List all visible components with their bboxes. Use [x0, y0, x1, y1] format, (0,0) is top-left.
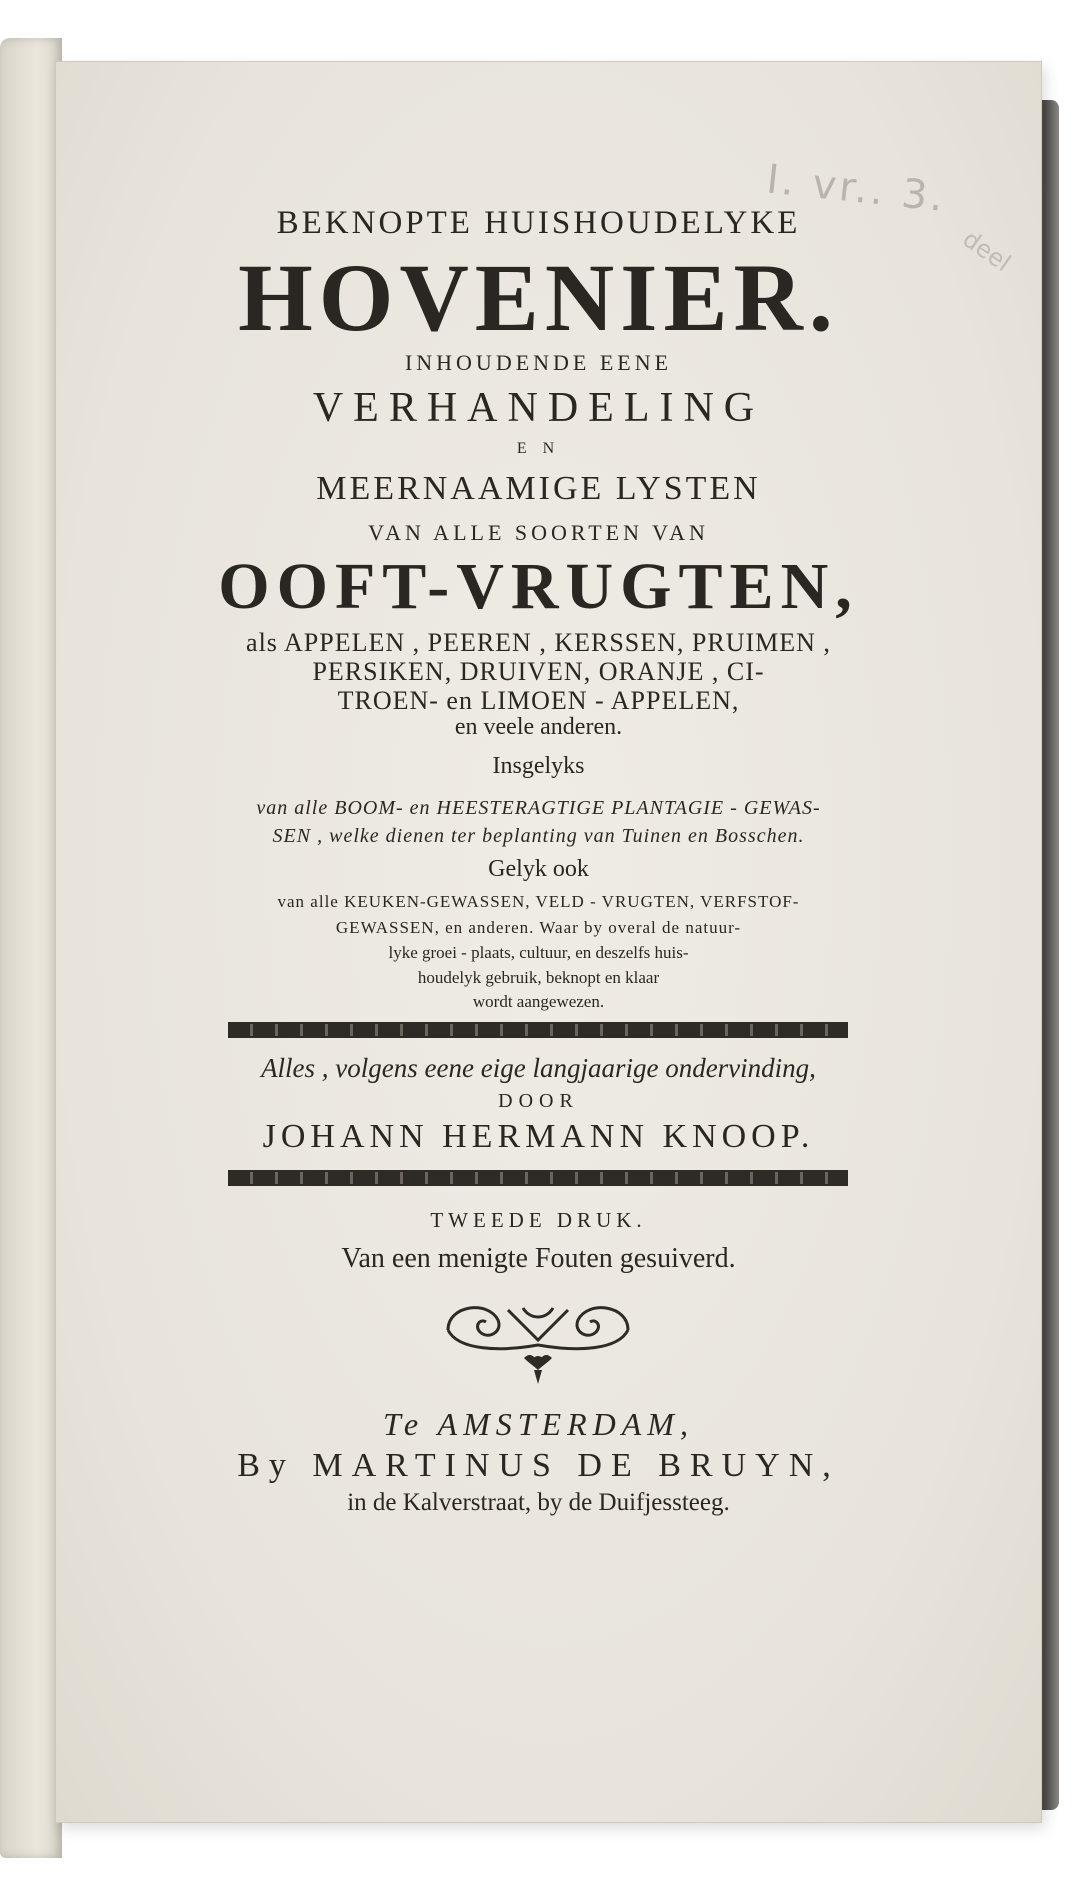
text-line: SEN , welke dienen ter beplanting van Tuinen en Bosschen. — [272, 825, 805, 847]
pencil-annotation: I. vr.. 3. — [764, 156, 949, 222]
text-line: lyke groei - plaats, cultuur, en deszelfs huis- — [388, 943, 689, 962]
text-line: als APPELEN , PEEREN , KERSSEN, PRUIMEN , — [246, 628, 831, 657]
subtitle-line: BEKNOPTE HUISHOUDELYKE — [276, 205, 801, 241]
text-line: TROEN- en LIMOEN - APPELEN, — [337, 686, 740, 715]
decorative-rule — [228, 1022, 848, 1038]
text-line: van alle BOOM- en HEESTERAGTIGE PLANTAGIE - GEWAS- — [256, 797, 821, 819]
text-line: VAN ALLE SOORTEN VAN — [368, 520, 709, 545]
imprint-address: in de Kalverstraat, by de Duifjessteeg. — [347, 1489, 730, 1516]
text-line: PERSIKEN, DRUIVEN, ORANJE , CI- — [312, 657, 765, 686]
secondary-title: OOFT-VRUGTEN, — [218, 550, 859, 623]
text-line: VERHANDELING — [312, 385, 765, 431]
text-line: houdelyk gebruik, beknopt en klaar — [417, 968, 660, 987]
text-line: Alles , volgens eene eige langjaarige ondervinding, — [261, 1053, 816, 1083]
pencil-annotation-2: deel — [957, 224, 1016, 278]
text-line: wordt aangewezen. — [472, 992, 605, 1011]
edition-label: TWEEDE DRUK. — [430, 1208, 647, 1232]
printers-ornament-icon — [438, 1290, 638, 1390]
text-line: DOOR — [498, 1090, 579, 1112]
text-line: Gelyk ook — [488, 856, 589, 882]
text-line: INHOUDENDE EENE — [404, 350, 673, 375]
text-line: MEERNAAMIGE LYSTEN — [316, 470, 761, 507]
decorative-rule — [228, 1170, 848, 1186]
imprint-place: Te AMSTERDAM, — [383, 1406, 694, 1442]
text-line: en veele anderen. — [454, 714, 623, 740]
text-line: GEWASSEN, en anderen. Waar by overal de natuur- — [335, 918, 742, 937]
main-title: HOVENIER. — [238, 244, 839, 351]
text-line: van alle KEUKEN-GEWASSEN, VELD - VRUGTEN, VERFSTOF- — [277, 892, 800, 911]
author-name: JOHANN HERMANN KNOOP. — [262, 1118, 815, 1155]
imprint-publisher: By MARTINUS DE BRUYN, — [237, 1447, 840, 1484]
text-line: E N — [516, 440, 561, 457]
text-line: Insgelyks — [492, 753, 585, 779]
edition-note: Van een menigte Fouten gesuiverd. — [341, 1243, 736, 1274]
